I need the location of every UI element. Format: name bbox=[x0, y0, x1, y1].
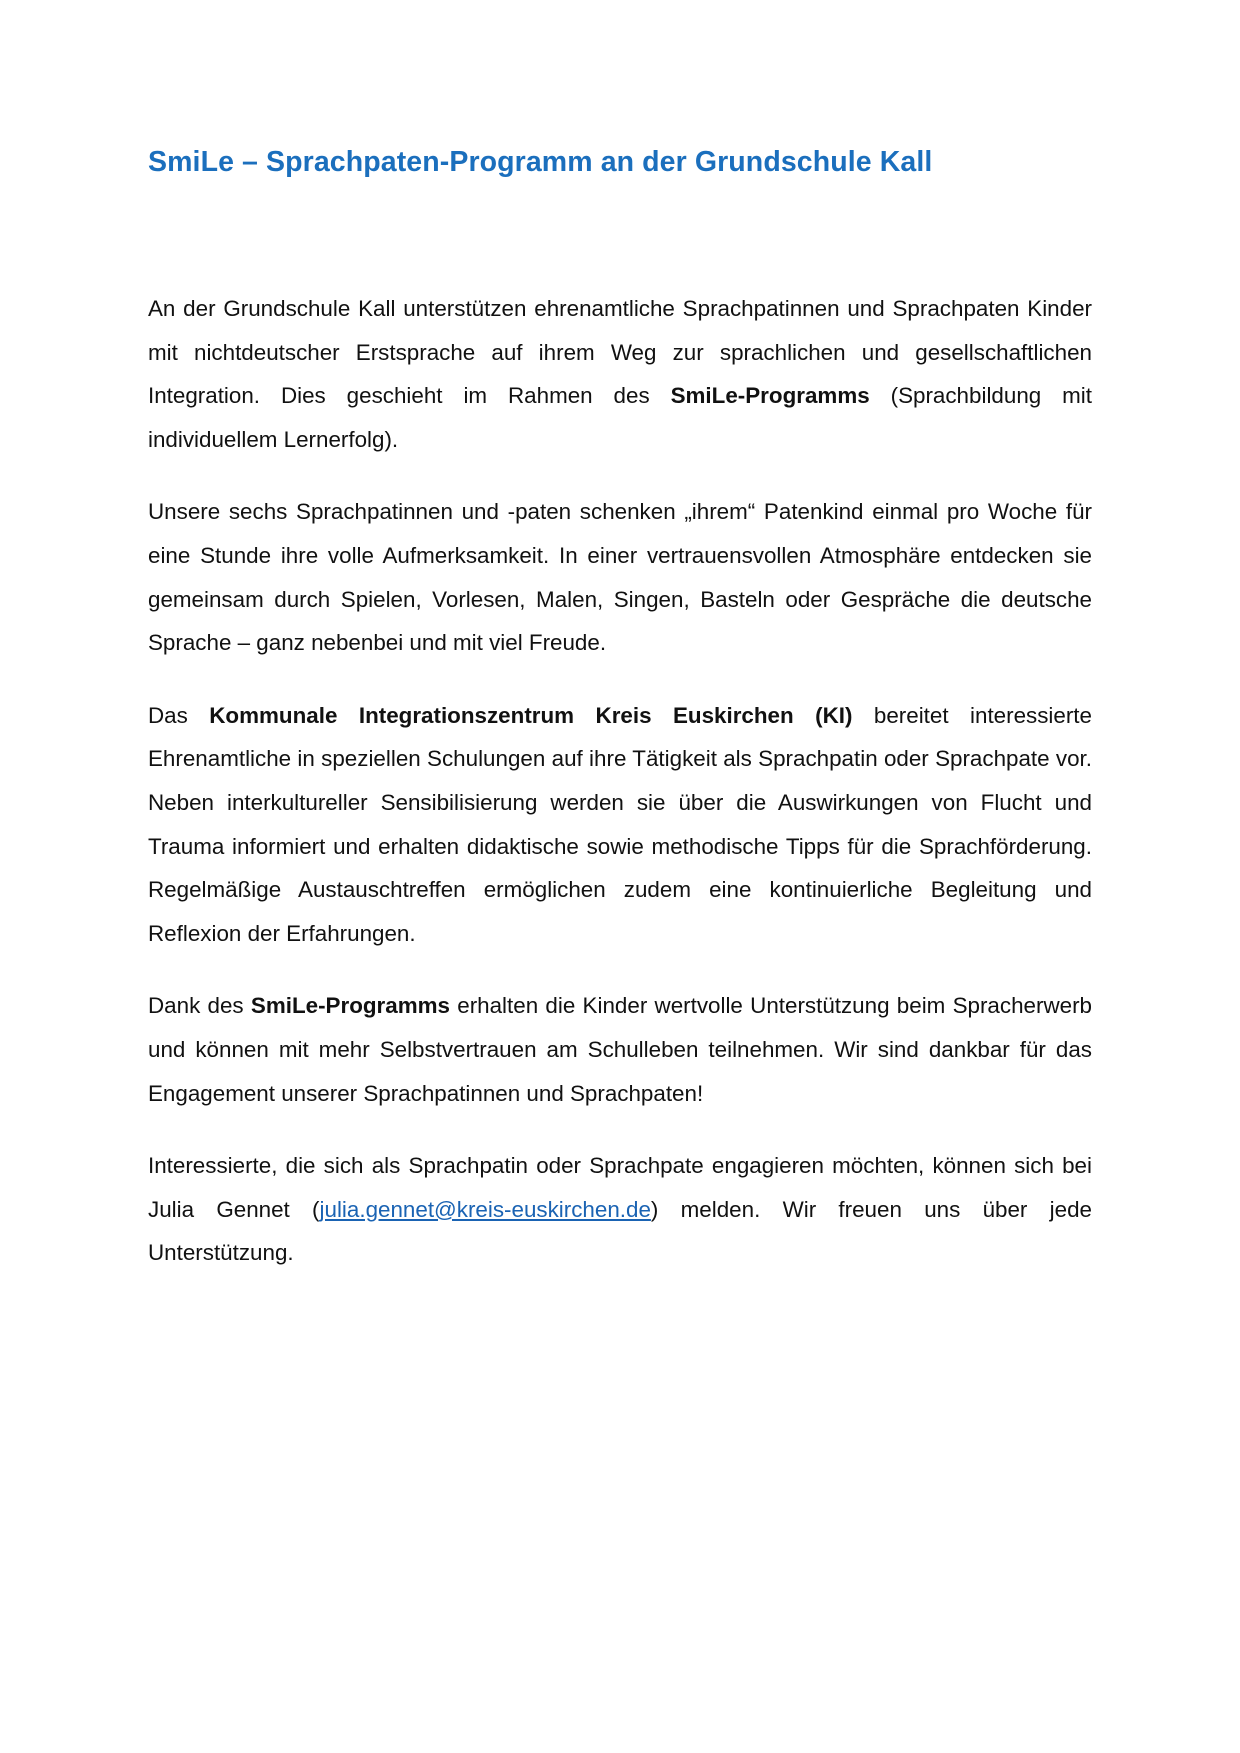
bold-organization-name: Kommunale Integrationszentrum Kreis Euskirchen (KI) bbox=[209, 702, 853, 728]
paragraph-text: Dank des bbox=[148, 993, 251, 1019]
paragraph-training bbox=[148, 694, 1092, 956]
paragraph-text: Das bbox=[148, 702, 210, 728]
paragraph-text: Interessierte, die sich als Sprachpatin oder Sprachpate engagieren möchten, können sich bei Julia Gennet ( bbox=[148, 1153, 1092, 1222]
paragraph-text: ) melden. Wir freuen uns über jede Unterstützung. bbox=[148, 1196, 1092, 1266]
email-link[interactable]: julia.gennet@kreis-euskirchen.de bbox=[319, 1196, 651, 1222]
paragraph-text: (Sprachbildung mit individuellem Lernerfolg). bbox=[148, 383, 1092, 452]
paragraph-mentors bbox=[148, 490, 1092, 664]
paragraph-intro bbox=[148, 287, 1092, 461]
paragraph-thanks bbox=[148, 984, 1092, 1115]
paragraph-text: bereitet interessierte Ehrenamtliche in speziellen Schulungen auf ihre Tätigkeit als Sprachpatin oder Sprachpate vor. Neben interkultureller Sensibilisierung werden sie über die Auswirkungen von Flucht und Trauma informiert und erhalten didaktische sowie methodische Tipps für die Sprachförderung. Regelmäßige Austauschtreffen ermöglichen zudem eine kontinuierliche Begleitung und Reflexion der Erfahrungen. bbox=[148, 702, 1092, 946]
paragraph-text: erhalten die Kinder wertvolle Unterstützung beim Spracherwerb und können mit mehr Selbstvertrauen am Schulleben teilnehmen. Wir sind dankbar für das Engagement unserer Sprachpatinnen und Sprachpaten! bbox=[148, 993, 1092, 1106]
paragraph-text: An der Grundschule Kall unterstützen ehrenamtliche Sprachpatinnen und Sprachpaten Kinder mit nichtdeutscher Erstsprache auf ihrem Weg zur sprachlichen und gesellschaftlichen Integration. Dies geschieht im Rahmen des bbox=[148, 296, 1092, 409]
bold-program-name: SmiLe-Programms bbox=[670, 383, 870, 409]
document-body bbox=[148, 287, 1092, 1304]
paragraph-contact bbox=[148, 1144, 1092, 1275]
page-title: SmiLe – Sprachpaten-Programm an der Grundschule Kall bbox=[148, 146, 933, 178]
bold-program-name: SmiLe-Programms bbox=[250, 993, 450, 1019]
paragraph-text: Unsere sechs Sprachpatinnen und -paten schenken „ihrem“ Patenkind einmal pro Woche für eine Stunde ihre volle Aufmerksamkeit. In einer vertrauensvollen Atmosphäre entdecken sie gemeinsam durch Spielen, Vorlesen, Malen, Singen, Basteln oder Gespräche die deutsche Sprache – ganz nebenbei und mit viel Freude. bbox=[148, 499, 1092, 656]
